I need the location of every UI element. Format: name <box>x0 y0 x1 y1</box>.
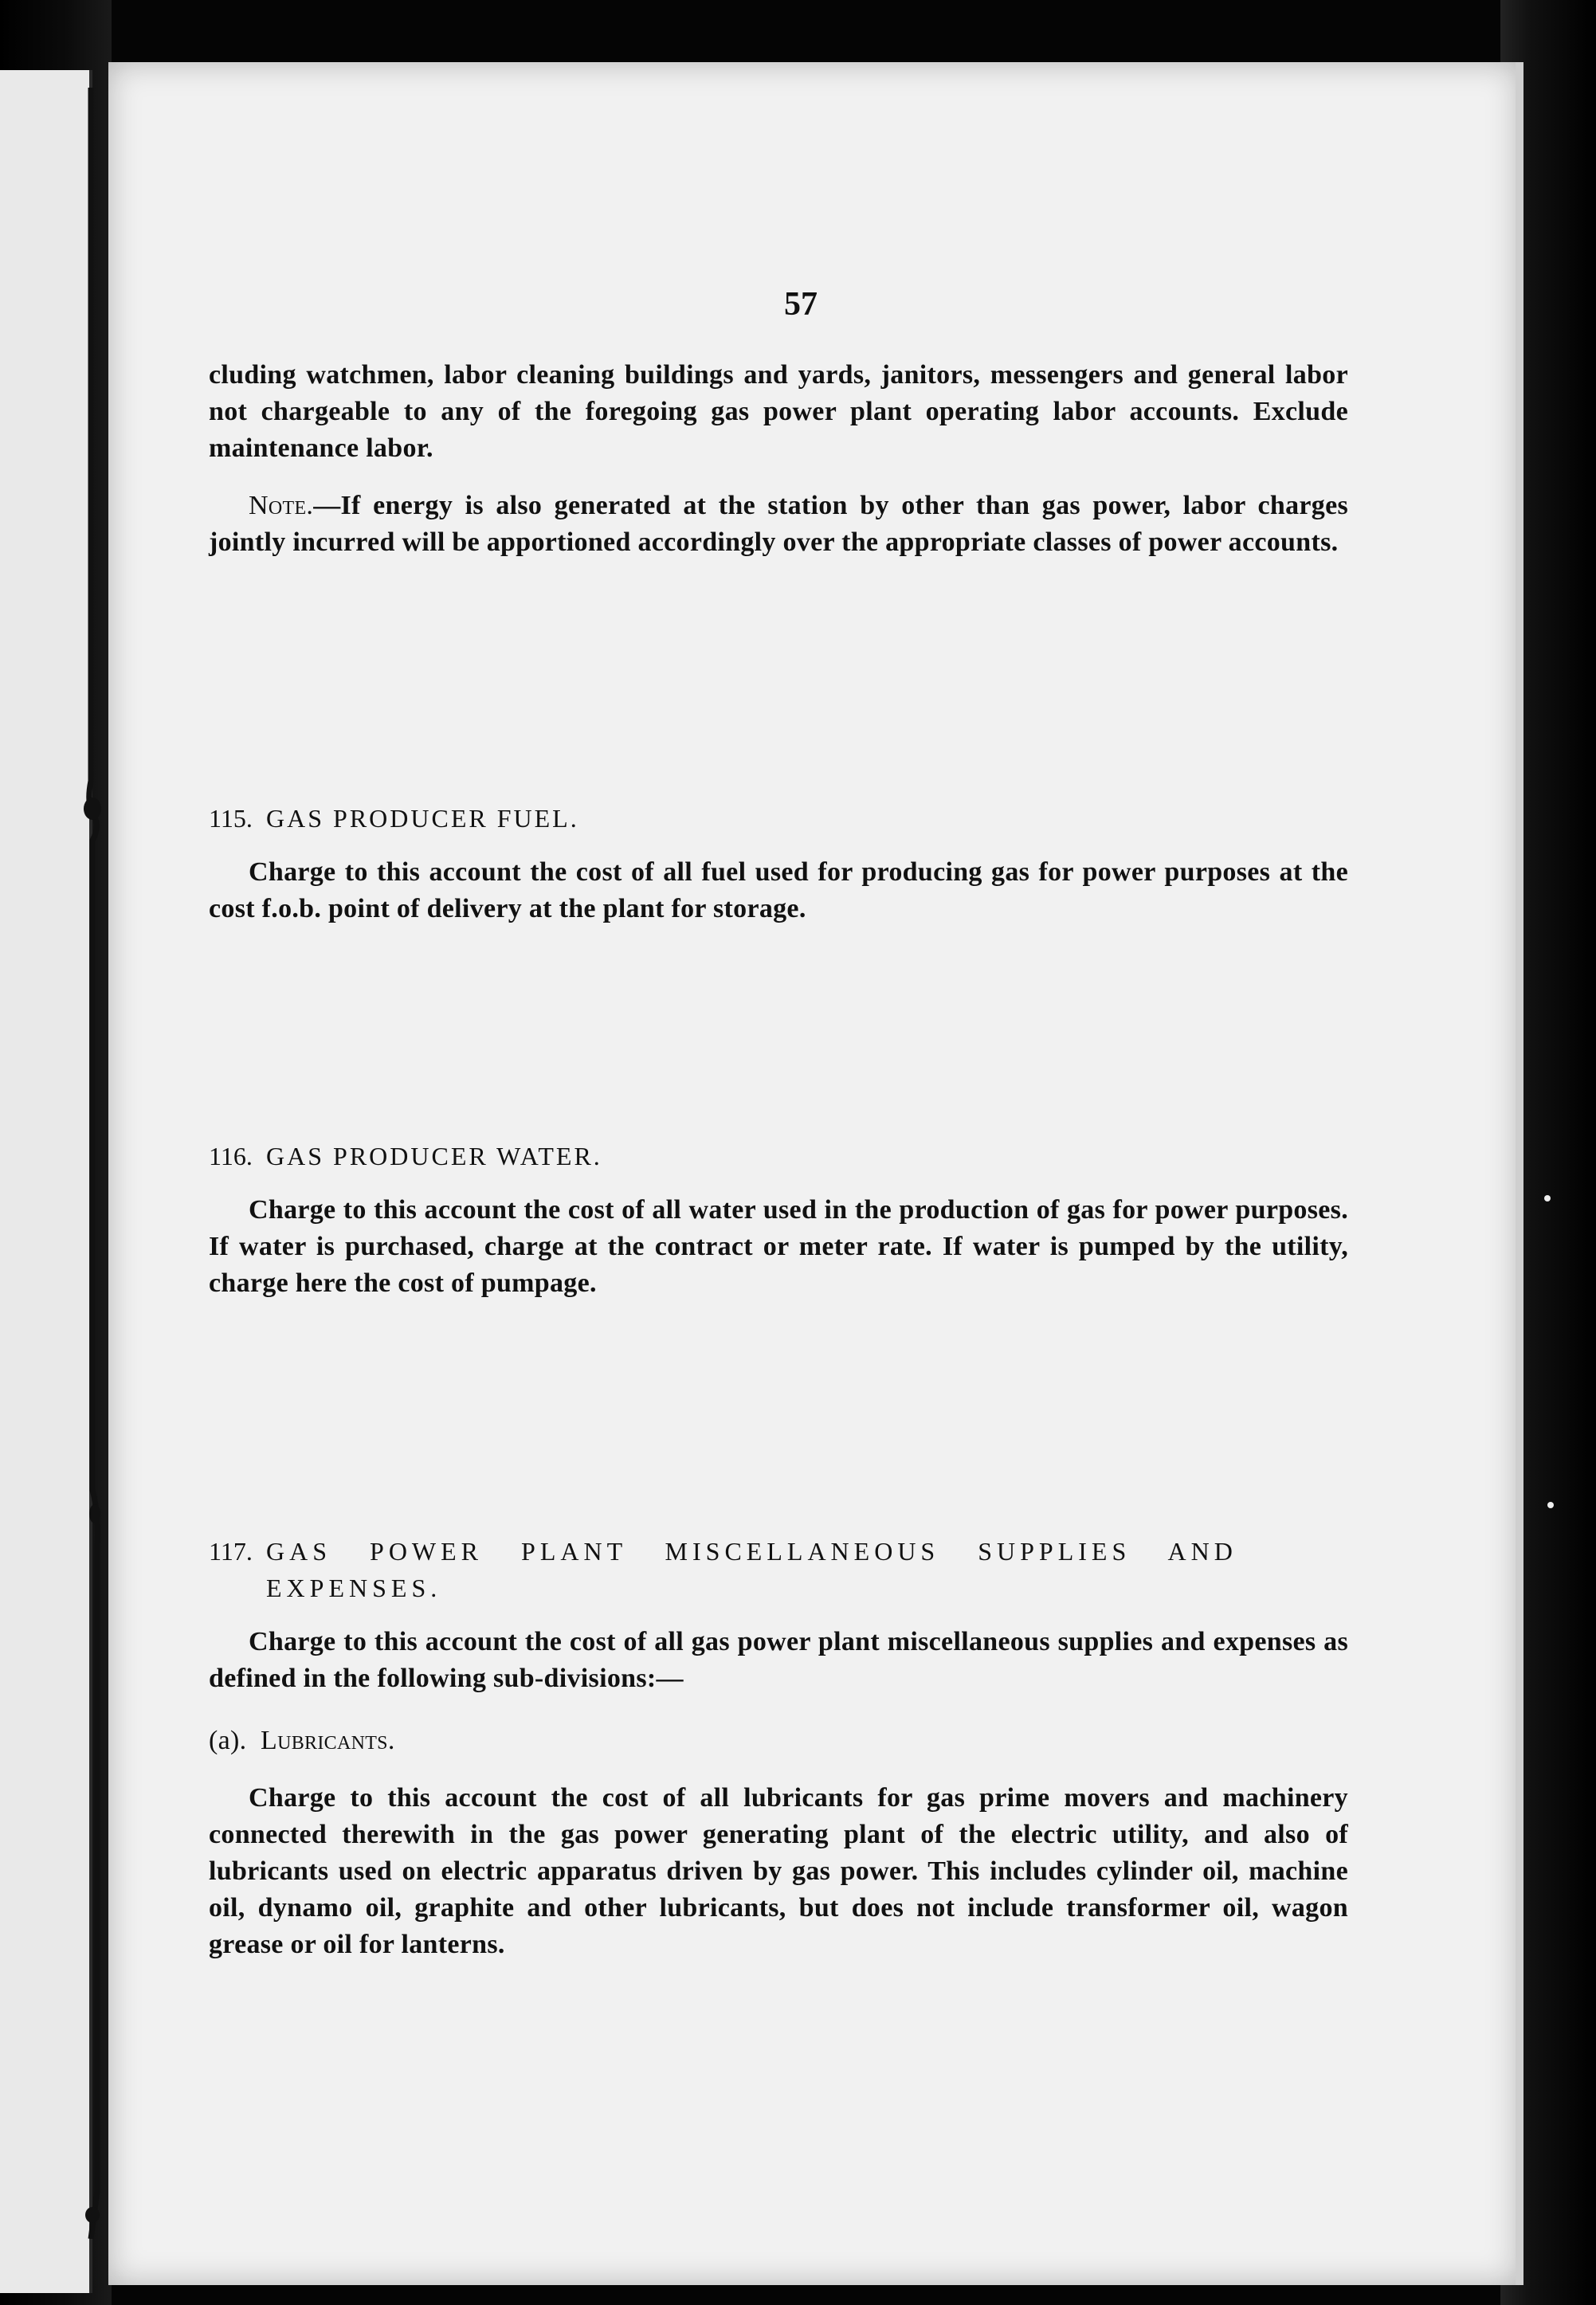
section-117 <box>209 1533 1348 1963</box>
section-body: Charge to this account the cost of all fuel used for producing gas for power purposes at the cost f.o.b. point of delivery at the plant for storage. <box>209 857 1348 923</box>
facing-page-edge <box>0 70 92 2293</box>
section-title-line1: GAS POWER PLANT MISCELLANEOUS SUPPLIES AND <box>266 1537 1237 1566</box>
subdivision-label: (a). <box>209 1726 247 1755</box>
section-116 <box>209 1138 1348 1302</box>
note-label: Note. <box>249 491 314 520</box>
section-heading <box>209 1138 1348 1174</box>
binding-thread <box>83 88 104 2239</box>
page-number: 57 <box>784 286 818 323</box>
section-title: GAS PRODUCER WATER. <box>266 1142 602 1170</box>
section-body: Charge to this account the cost of all water used in the production of gas for power purposes. If water is purchased, charge at the contract or meter rate. If water is pumped by the utility, charge here the cost of pumpage. <box>209 1195 1348 1298</box>
scan-speck <box>1544 1195 1551 1202</box>
subdivision-title: Lubricants. <box>261 1726 395 1755</box>
section-heading <box>209 800 1348 837</box>
note-paragraph <box>209 488 1348 561</box>
section-heading <box>209 1533 1348 1570</box>
section-title: GAS PRODUCER FUEL. <box>266 804 579 833</box>
section-title-line2: EXPENSES. <box>266 1574 442 1602</box>
page-edge-shadow <box>1516 62 1523 2285</box>
section-number: 117. <box>209 1537 253 1566</box>
scan-speck <box>1547 1502 1554 1508</box>
subdivision-heading <box>209 1723 1348 1759</box>
subdivision-body: Charge to this account the cost of all lubricants for gas prime movers and machinery connected therewith in the gas power generating plant of the electric utility, and also of lubricants used on electric apparatus driven by gas power. This includes cylinder oil, machine oil, dynamo oil, graphite and other lubricants, but does not include transformer oil, wagon grease or oil for lanterns. <box>209 1783 1348 1959</box>
section-body: Charge to this account the cost of all gas power plant miscellaneous supplies and expenses as defined in the following sub-divisions:— <box>209 1627 1348 1693</box>
continuation-paragraph: cluding watchmen, labor cleaning buildings and yards, janitors, messengers and general labor not chargeable to any of the foregoing gas power plant operating labor accounts. Exclude maintenance labor. <box>209 360 1348 463</box>
section-115 <box>209 800 1348 927</box>
section-number: 116. <box>209 1142 253 1170</box>
note-text: —If energy is also generated at the station by other than gas power, labor charges jointly incurred will be apportioned accordingly over the appropriate classes of power accounts. <box>209 491 1348 557</box>
intro-block <box>209 357 1348 561</box>
section-number: 115. <box>209 804 253 833</box>
